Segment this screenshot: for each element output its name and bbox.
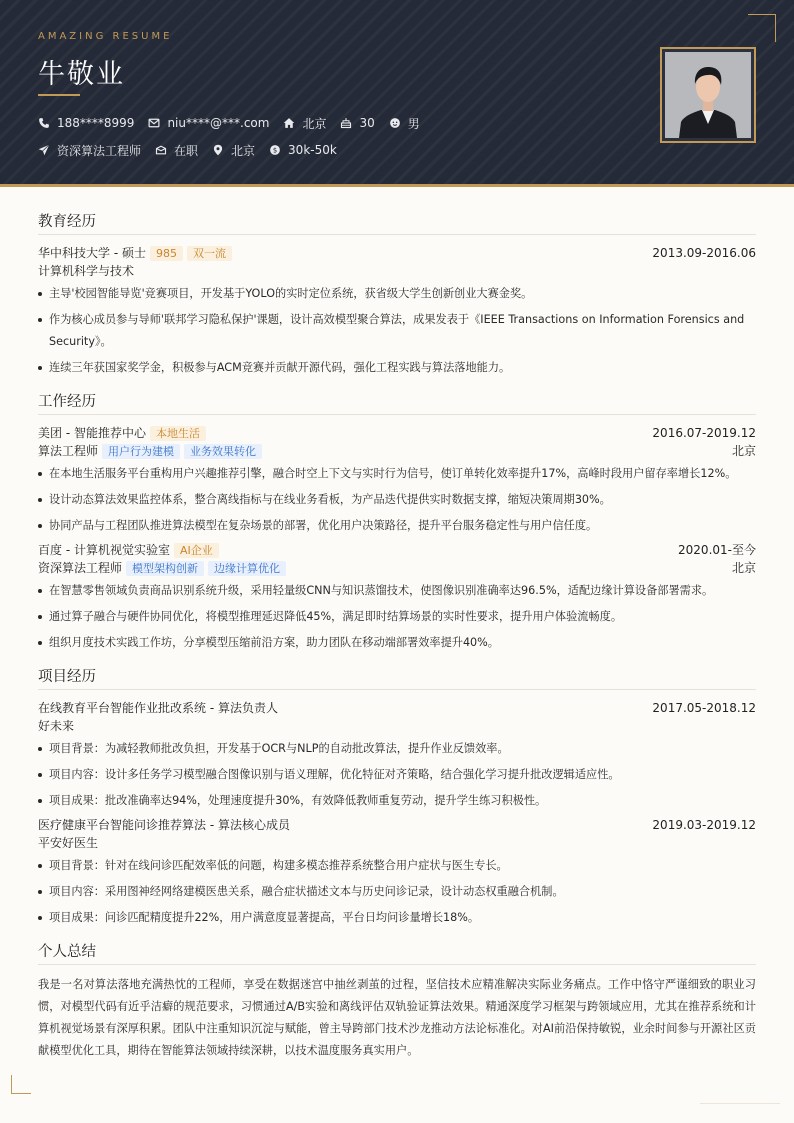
role-tag: 用户行为建模 xyxy=(102,444,180,459)
section-title: 个人总结 xyxy=(38,940,756,965)
header-gold-rule xyxy=(0,184,794,187)
job-bullets xyxy=(38,463,756,537)
education-entry xyxy=(38,244,756,379)
job-entry xyxy=(38,424,756,537)
job-city: 北京 xyxy=(731,444,756,458)
job-role-row xyxy=(38,559,756,577)
role-tag: 模型架构创新 xyxy=(126,561,204,576)
cake-icon xyxy=(340,117,352,129)
list-item: 连续三年获国家奖学金，积极参与ACM竞赛并贡献开源代码，强化工程实践与算法落地能力。 xyxy=(38,357,756,379)
project-bullets xyxy=(38,738,756,812)
hometown-text: 北京 xyxy=(302,116,327,131)
expected-salary-text: 30k-50k xyxy=(288,143,337,157)
footer-corner-ornament xyxy=(11,1075,31,1094)
project-header-row xyxy=(38,816,756,834)
project-entry xyxy=(38,699,756,812)
phone-item xyxy=(38,115,134,131)
section-title: 工作经历 xyxy=(38,390,756,415)
company-tag: 本地生活 xyxy=(150,426,206,441)
target-city-text: 北京 xyxy=(231,143,256,158)
resume-body xyxy=(38,210,756,1073)
project-name: 在线教育平台智能作业批改系统 - 算法负责人 xyxy=(38,701,278,715)
list-item: 项目成果：问诊匹配精度提升22%，用户满意度显著提高，平台日均问诊量增长18%。 xyxy=(38,907,756,929)
status-icon xyxy=(155,144,167,156)
major-row xyxy=(38,262,756,280)
email-text: niu****@***.com xyxy=(167,116,270,130)
target-position-item xyxy=(38,142,141,158)
phone-icon xyxy=(38,117,50,129)
email-item xyxy=(148,115,269,131)
projects-section xyxy=(38,665,756,929)
education-bullets xyxy=(38,283,756,379)
contact-row xyxy=(38,115,434,131)
profile-photo-illustration xyxy=(665,52,751,138)
list-item: 组织月度技术实践工作坊，分享模型压缩前沿方案，助力团队在移动端部署效率提升40%。 xyxy=(38,632,756,654)
job-city: 北京 xyxy=(731,561,756,575)
school-tag: 双一流 xyxy=(187,246,232,261)
profile-photo xyxy=(665,52,751,138)
phone-text: 188****8999 xyxy=(57,116,135,130)
project-org-row xyxy=(38,834,756,852)
project-org-row xyxy=(38,717,756,735)
list-item: 项目背景：为减轻教师批改负担，开发基于OCR与NLP的自动批改算法，提升作业反馈效率。 xyxy=(38,738,756,760)
gender-text: 男 xyxy=(407,116,420,131)
age-item xyxy=(340,115,374,131)
list-item: 作为核心成员参与导师'联邦学习隐私保护'课题，设计高效模型聚合算法，成果发表于《IEEE Transactions on Information Forensics and Security》。 xyxy=(38,309,756,353)
job-header-row xyxy=(38,424,756,442)
summary-section xyxy=(38,940,756,1062)
footer-rule xyxy=(700,1103,780,1104)
job-date: 2016.07-2019.12 xyxy=(652,426,756,440)
role-tag: 边缘计算优化 xyxy=(208,561,286,576)
mail-icon xyxy=(148,117,160,129)
profile-photo-frame xyxy=(660,47,756,143)
list-item: 项目内容：采用图神经网络建模医患关系，融合症状描述文本与历史问诊记录，设计动态权重融合机制。 xyxy=(38,881,756,903)
target-city-item xyxy=(212,142,255,158)
job-role-row xyxy=(38,442,756,460)
job-date: 2020.01-至今 xyxy=(678,543,756,557)
summary-text: 我是一名对算法落地充满热忱的工程师，享受在数据迷宫中抽丝剥茧的过程，坚信技术应精准解决实际业务痛点。工作中恪守严谨细致的职业习惯，对模型代码有近乎洁癖的规范要求，习惯通过A/B实验和离线评估双轨验证算法效果。精通深度学习框架与跨领域应用，尤其在推荐系统和计算机视觉场景有深厚积累。团队中注重知识沉淀与赋能，曾主导跨部门技术沙龙推动方法论标准化。对AI前沿保持敏锐，业余时间参与开源社区贡献模型优化工具，期待在智能算法领域持续深耕，以技术温度服务真实用户。 xyxy=(38,978,756,1057)
send-icon xyxy=(38,144,50,156)
school-tag: 985 xyxy=(150,246,183,261)
hometown-item xyxy=(283,115,326,131)
employment-status-item xyxy=(155,142,198,158)
list-item: 设计动态算法效果监控体系，整合离线指标与在线业务看板，为产品迭代提供实时数据支撑，缩短决策周期30%。 xyxy=(38,489,756,511)
age-text: 30 xyxy=(359,116,375,130)
major-name: 计算机科学与技术 xyxy=(38,264,135,278)
home-icon xyxy=(283,117,295,129)
education-header-row xyxy=(38,244,756,262)
company-name: 百度 - 计算机视觉实验室 xyxy=(38,543,170,557)
school-name: 华中科技大学 - 硕士 xyxy=(38,246,146,260)
section-title: 项目经历 xyxy=(38,665,756,690)
gender-item xyxy=(389,115,420,131)
project-name: 医疗健康平台智能问诊推荐算法 - 算法核心成员 xyxy=(38,818,290,832)
list-item: 项目成果：批改准确率达94%，处理速度提升30%，有效降低教师重复劳动，提升学生练习积极性。 xyxy=(38,790,756,812)
tagline: AMAZING RESUME xyxy=(38,31,173,42)
job-role: 算法工程师 xyxy=(38,444,99,458)
list-item: 项目背景：针对在线问诊匹配效率低的问题，构建多模态推荐系统整合用户症状与医生专长。 xyxy=(38,855,756,877)
header-corner-ornament xyxy=(748,14,776,42)
role-tag: 业务效果转化 xyxy=(184,444,262,459)
job-entry xyxy=(38,541,756,654)
project-bullets xyxy=(38,855,756,929)
job-role: 资深算法工程师 xyxy=(38,561,123,575)
project-header-row xyxy=(38,699,756,717)
section-title: 教育经历 xyxy=(38,210,756,235)
job-intent-row xyxy=(38,142,351,158)
list-item: 在智慧零售领域负责商品识别系统升级，采用轻量级CNN与知识蒸馏技术，使图像识别准确率达96.5%，适配边缘计算设备部署需求。 xyxy=(38,580,756,602)
list-item: 在本地生活服务平台重构用户兴趣推荐引擎，融合时空上下文与实时行为信号，使订单转化效率提升17%，高峰时段用户留存率增长12%。 xyxy=(38,463,756,485)
project-date: 2019.03-2019.12 xyxy=(652,818,756,832)
work-section xyxy=(38,390,756,654)
project-org: 好未来 xyxy=(38,719,75,733)
job-header-row xyxy=(38,541,756,559)
target-position-text: 资深算法工程师 xyxy=(57,143,142,158)
gender-icon xyxy=(389,117,401,129)
education-section xyxy=(38,210,756,379)
salary-icon xyxy=(269,144,281,156)
company-name: 美团 - 智能推荐中心 xyxy=(38,426,146,440)
expected-salary-item xyxy=(269,142,337,158)
project-date: 2017.05-2018.12 xyxy=(652,701,756,715)
list-item: 主导'校园智能导览'竞赛项目，开发基于YOLO的实时定位系统，获省级大学生创新创业大赛金奖。 xyxy=(38,283,756,305)
job-bullets xyxy=(38,580,756,654)
employment-status-text: 在职 xyxy=(174,143,199,158)
education-date: 2013.09-2016.06 xyxy=(652,246,756,260)
list-item: 协同产品与工程团队推进算法模型在复杂场景的部署，优化用户决策路径，提升平台服务稳定性与用户信任度。 xyxy=(38,515,756,537)
project-entry xyxy=(38,816,756,929)
resume-header xyxy=(0,0,794,184)
company-tag: AI企业 xyxy=(174,543,219,558)
list-item: 项目内容：设计多任务学习模型融合图像识别与语义理解，优化特征对齐策略，结合强化学习提升批改逻辑适应性。 xyxy=(38,764,756,786)
list-item: 通过算子融合与硬件协同优化，将模型推理延迟降低45%，满足即时结算场景的实时性要求，提升用户体验流畅度。 xyxy=(38,606,756,628)
svg-text:$: $ xyxy=(272,146,278,155)
name-underline xyxy=(38,94,80,96)
location-pin-icon xyxy=(212,144,224,156)
project-org: 平安好医生 xyxy=(38,836,99,850)
candidate-name: 牛敬业 xyxy=(38,59,125,90)
